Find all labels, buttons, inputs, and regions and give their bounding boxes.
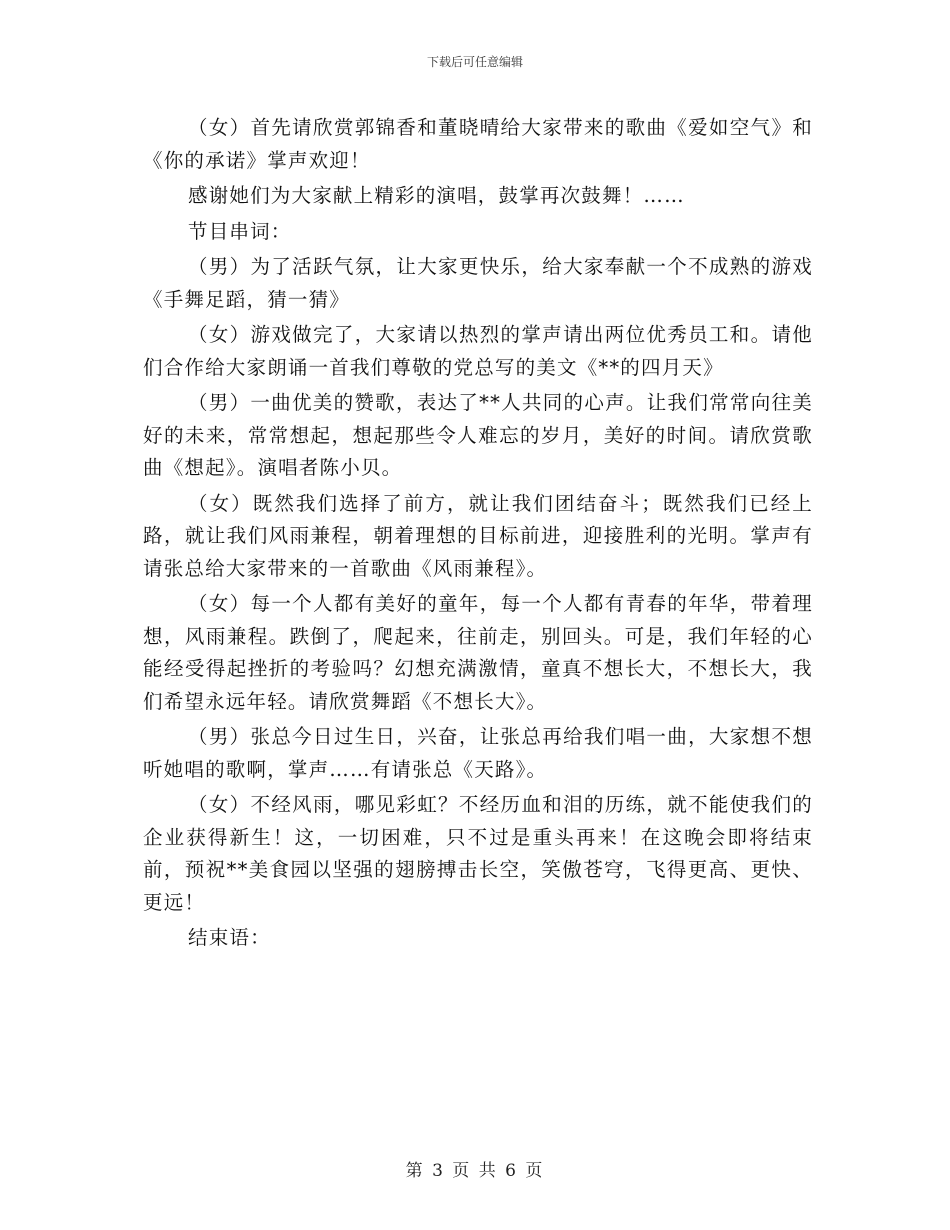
- paragraph: （女）既然我们选择了前方，就让我们团结奋斗；既然我们已经上路，就让我们风雨兼程，朝着理想的目标前进，迎接胜利的光明。掌声有请张总给大家带来的一首歌曲《风雨兼程》。: [143, 491, 813, 580]
- paragraph: 感谢她们为大家献上精彩的演唱，鼓掌再次鼓舞！……: [188, 184, 685, 207]
- paragraph: （女）每一个人都有美好的童年，每一个人都有青春的年华，带着理想，风雨兼程。跌倒了，爬起来，往前走，别回头。可是，我们年轻的心能经受得起挫折的考验吗？幻想充满激情，童真不想长大，不想长大，我们希望永远年轻。请欣赏舞蹈《不想长大》。: [143, 592, 813, 713]
- paragraph: （男）张总今日过生日，兴奋，让张总再给我们唱一曲，大家想不想听她唱的歌啊，掌声……有请张总《天路》。: [143, 725, 813, 781]
- paragraph: （男）为了活跃气氛，让大家更快乐，给大家奉献一个不成熟的游戏《手舞足蹈，猜一猜》: [143, 255, 813, 311]
- paragraph: （女）首先请欣赏郭锦香和董晓晴给大家带来的歌曲《爱如空气》和《你的承诺》掌声欢迎！: [143, 116, 813, 172]
- document-body: [143, 112, 813, 958]
- paragraph: 结束语：: [188, 926, 271, 949]
- page-number: 第 3 页 共 6 页: [405, 1161, 545, 1181]
- paragraph: 节目串词：: [188, 219, 292, 243]
- paragraph: （女）游戏做完了，大家请以热烈的掌声请出两位优秀员工和。请他们合作给大家朗诵一首我们尊敬的党总写的美文《**的四月天》: [143, 323, 813, 379]
- paragraph: （女）不经风雨，哪见彩虹？不经历血和泪的历练，就不能使我们的企业获得新生！这，一切困难，只不过是重头再来！在这晚会即将结束前，预祝**美食园以坚强的翅膀搏击长空，笑傲苍穹，飞得更高、更快、更远！: [143, 793, 813, 914]
- header-note: 下载后可任意编辑: [426, 55, 523, 69]
- paragraph: （男）一曲优美的赞歌，表达了**人共同的心声。让我们常常向往美好的未来，常常想起，想起那些令人难忘的岁月，美好的时间。请欣赏歌曲《想起》。演唱者陈小贝。: [143, 391, 813, 479]
